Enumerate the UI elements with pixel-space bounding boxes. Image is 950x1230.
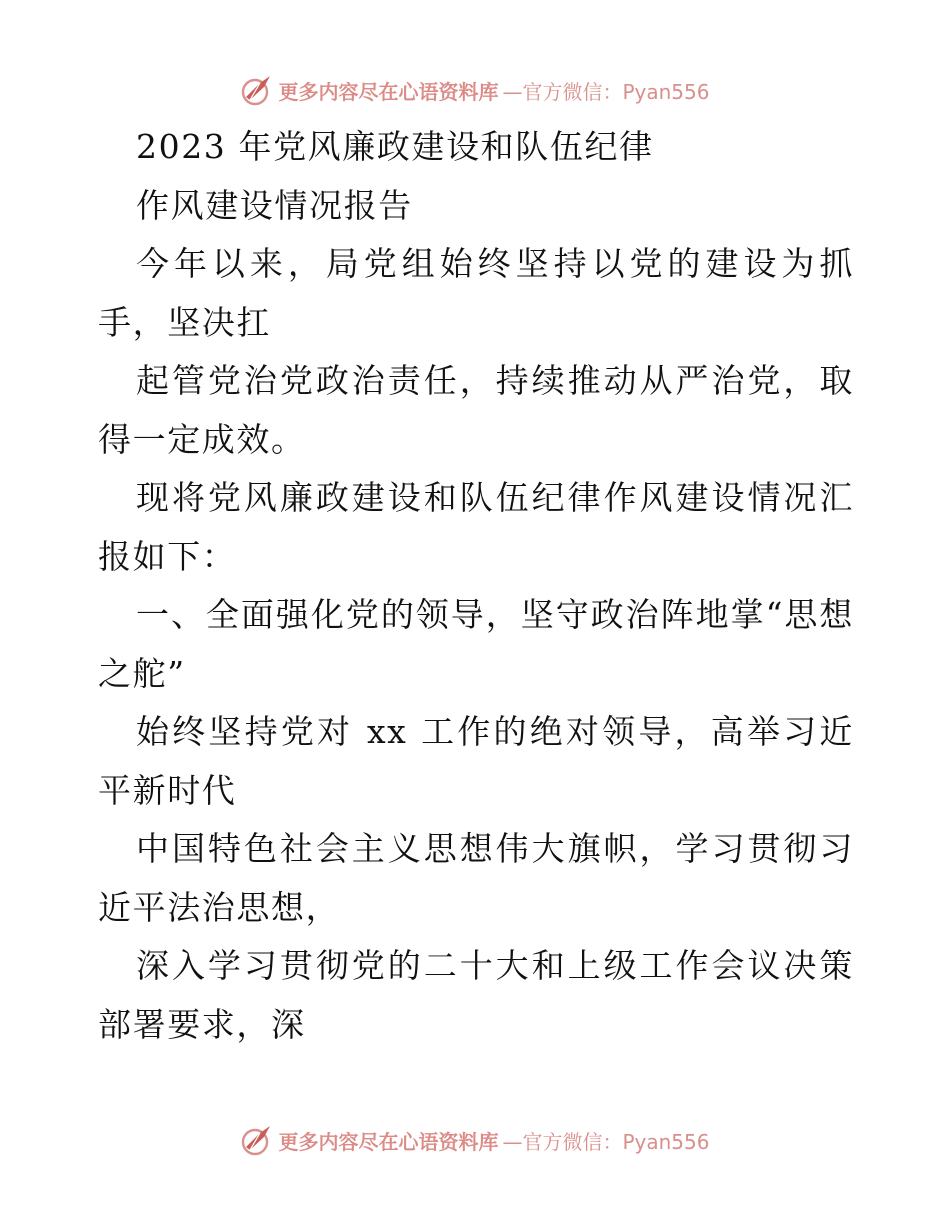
- watermark-text: 更多内容尽在心语资料库: [278, 1129, 499, 1154]
- header-watermark: [0, 70, 950, 110]
- document-body: [98, 118, 854, 1054]
- paragraph: 深入学习贯彻党的二十大和上级工作会议决策部署要求，深: [98, 946, 854, 1044]
- paragraph: 始终坚持党对 xx 工作的绝对领导，高举习近平新时代: [98, 712, 854, 810]
- section-heading: 一、全面强化党的领导，坚守政治阵地掌“思想之舵”: [98, 595, 854, 693]
- quill-logo-icon: [240, 73, 274, 107]
- paragraph: 今年以来，局党组始终坚持以党的建设为抓手，坚决扛: [98, 244, 854, 342]
- document-title-line-2: 作风建设情况报告: [136, 185, 413, 225]
- watermark-text: 更多内容尽在心语资料库: [278, 79, 499, 104]
- watermark-contact: —官方微信：Pyan556: [502, 1129, 710, 1154]
- paragraph: 现将党风廉政建设和队伍纪律作风建设情况汇报如下：: [98, 478, 854, 576]
- watermark-contact: —官方微信：Pyan556: [502, 79, 710, 104]
- footer-watermark: [0, 1120, 950, 1160]
- document-title-line-1: 2023 年党风廉政建设和队伍纪律: [136, 127, 654, 166]
- paragraph: 起管党治党政治责任，持续推动从严治党，取得一定成效。: [98, 361, 854, 459]
- paragraph: 中国特色社会主义思想伟大旗帜，学习贯彻习近平法治思想，: [98, 829, 854, 927]
- quill-logo-icon: [240, 1123, 274, 1157]
